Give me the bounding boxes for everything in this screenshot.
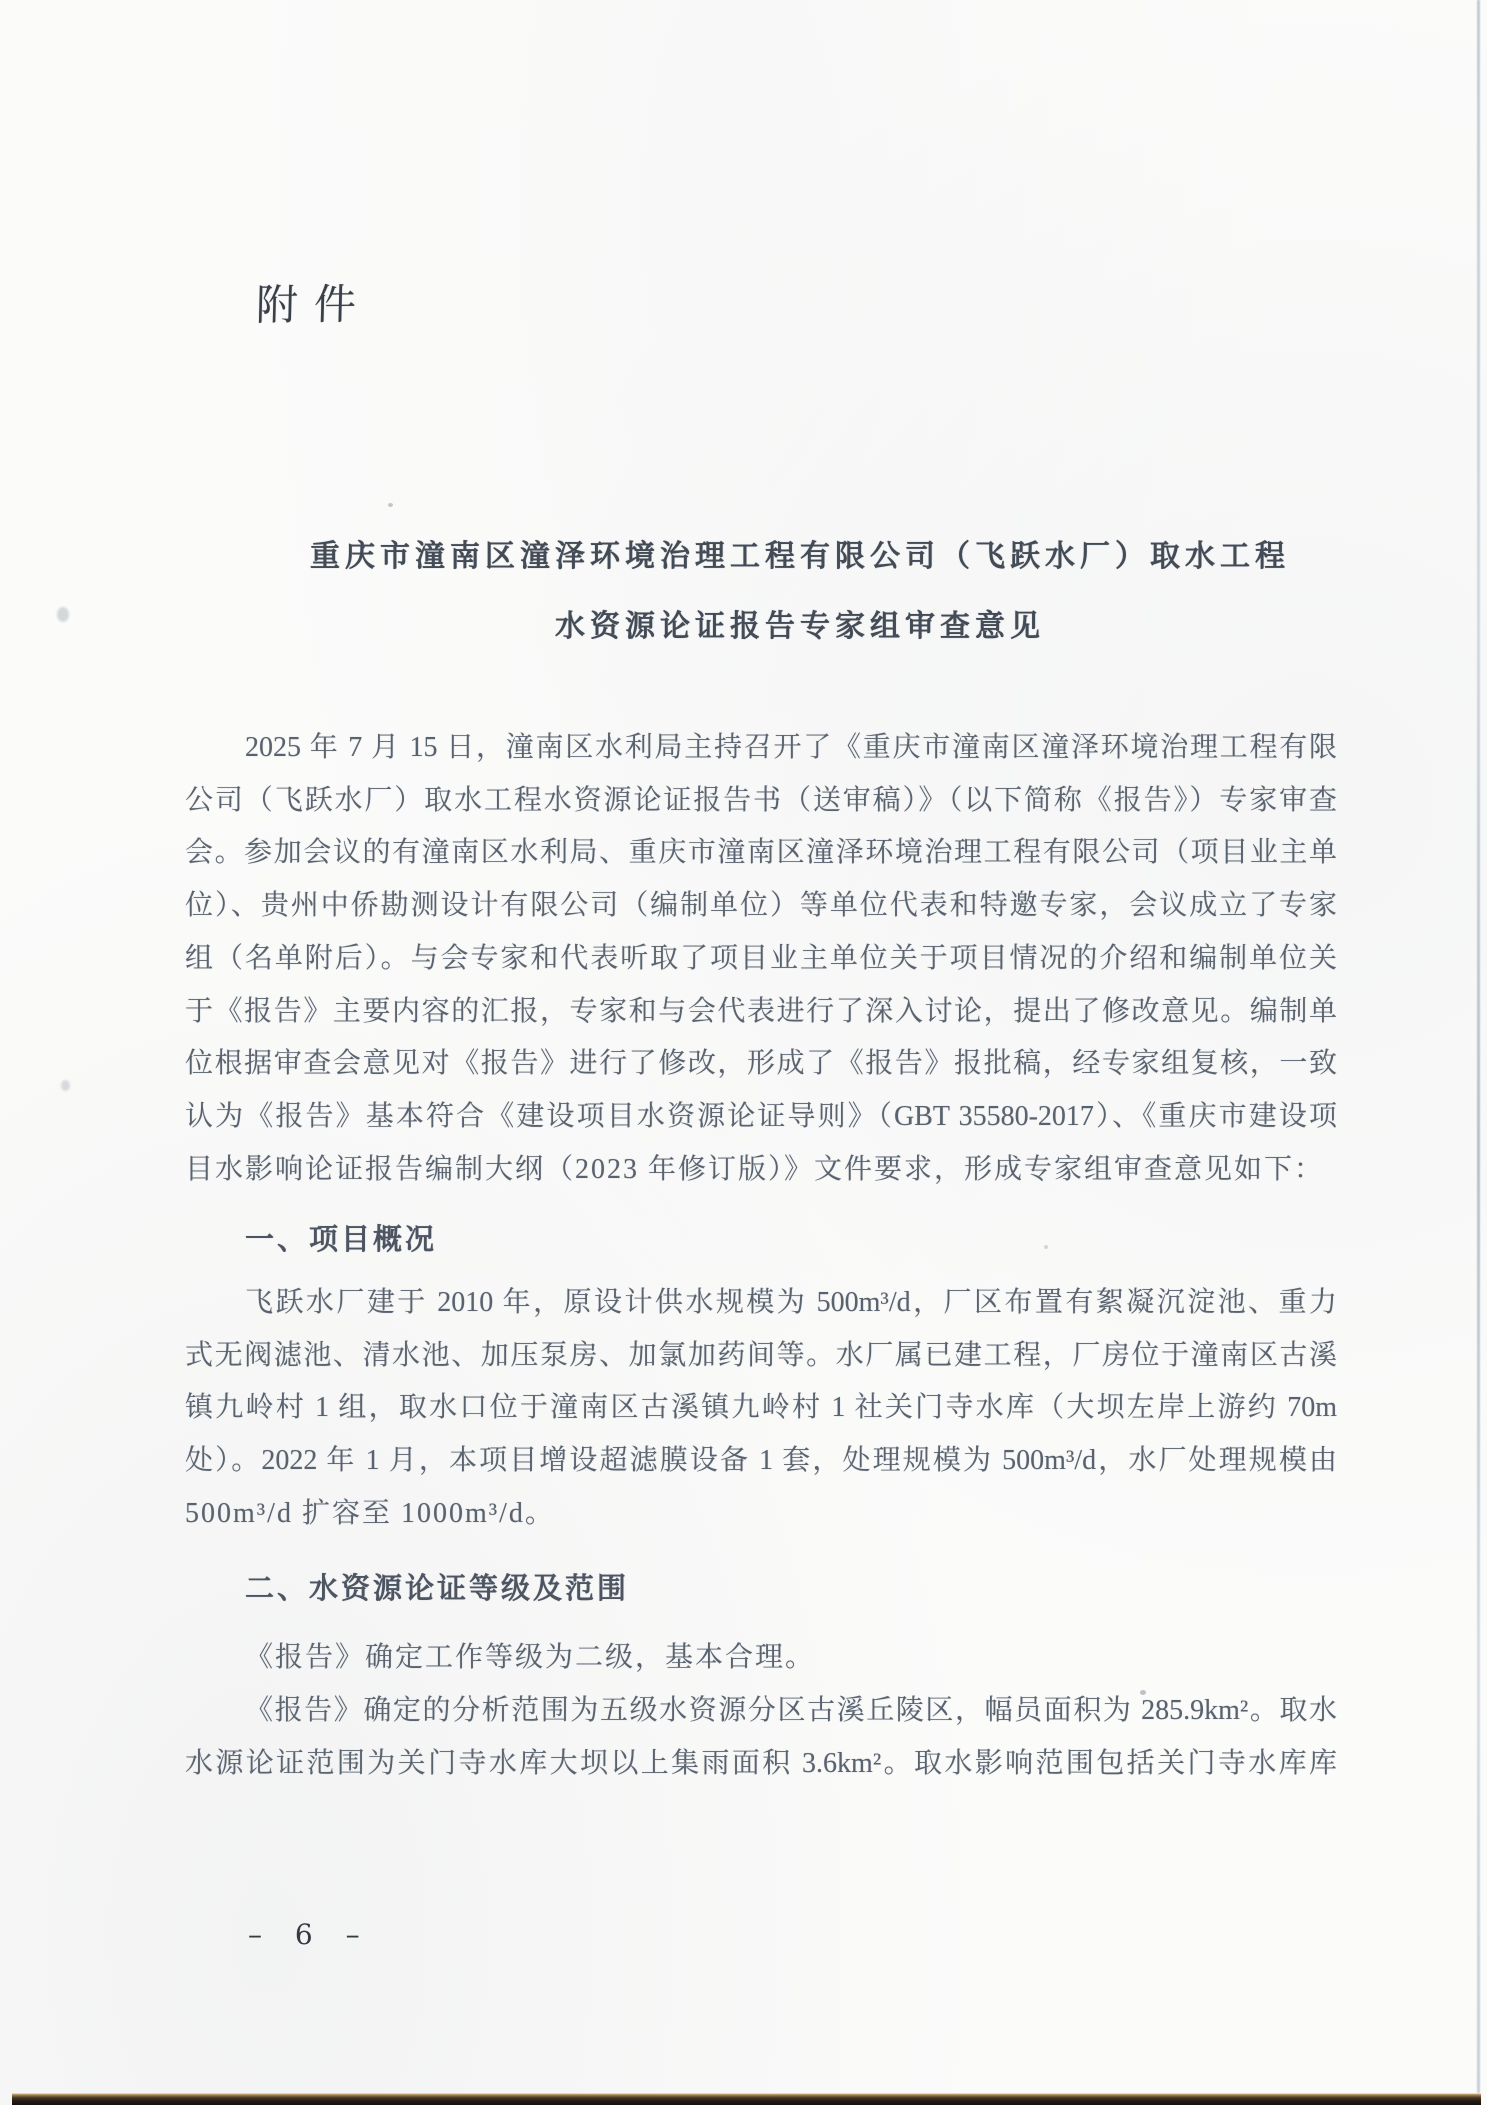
scan-speck xyxy=(388,503,393,507)
paragraph-line: 500m³/d 扩容至 1000m³/d。 xyxy=(185,1497,555,1529)
paragraph-line: 处）。2022 年 1 月，本项目增设超滤膜设备 1 套，处理规模为 500m³/d，水厂处理规模由 xyxy=(185,1445,1337,1477)
paragraph-line: 《报告》确定的分析范围为五级水资源分区古溪丘陵区，幅员面积为 285.9km²。取水 xyxy=(245,1694,1337,1726)
paragraph-line: 公司（飞跃水厂）取水工程水资源论证报告书（送审稿）》（以下简称《报告》）专家审查 xyxy=(185,784,1337,816)
document-title xyxy=(185,522,1337,662)
paragraph-line: 2025 年 7 月 15 日，潼南区水利局主持召开了《重庆市潼南区潼泽环境治理工程有限 xyxy=(245,732,1337,763)
document-title-line1: 重庆市潼南区潼泽环境治理工程有限公司（飞跃水厂）取水工程 xyxy=(310,540,1290,573)
paragraph-line: 式无阀滤池、清水池、加压泵房、加氯加药间等。水厂属已建工程，厂房位于潼南区古溪 xyxy=(185,1339,1337,1371)
scan-speck xyxy=(61,1080,70,1091)
scan-speck xyxy=(57,607,69,622)
scan-bottom-edge-shadow xyxy=(12,2093,1481,2105)
paragraph-line: 于《报告》主要内容的汇报，专家和与会代表进行了深入讨论，提出了修改意见。编制单 xyxy=(185,995,1337,1027)
attachment-label: 附件 xyxy=(255,282,373,330)
paragraph-line: 位）、贵州中侨勘测设计有限公司（编制单位）等单位代表和特邀专家，会议成立了专家 xyxy=(185,890,1337,922)
scan-speck xyxy=(1044,1245,1048,1249)
paragraph-line: 位根据审查会意见对《报告》进行了修改，形成了《报告》报批稿，经专家组复核，一致 xyxy=(185,1048,1337,1080)
paragraph-line: 飞跃水厂建于 2010 年，原设计供水规模为 500m³/d，厂区布置有絮凝沉淀池、重力 xyxy=(245,1287,1337,1319)
paragraph-line: 目水影响论证报告编制大纲（2023 年修订版）》文件要求，形成专家组审查意见如下： xyxy=(185,1153,1325,1185)
paragraph-line: 《报告》确定工作等级为二级，基本合理。 xyxy=(245,1642,816,1674)
section-heading-project-overview: 一、项目概况 xyxy=(245,1224,438,1257)
scan-speck xyxy=(1140,1690,1146,1695)
section-heading-assessment-scope: 二、水资源论证等级及范围 xyxy=(245,1572,630,1605)
scan-right-edge-line xyxy=(1477,0,1480,2093)
document-title-line2: 水资源论证报告专家组审查意见 xyxy=(555,610,1045,643)
paragraph-line: 组（名单附后）。与会专家和代表听取了项目业主单位关于项目情况的介绍和编制单位关 xyxy=(185,942,1337,974)
document-body xyxy=(185,722,1337,1790)
paragraph-line: 认为《报告》基本符合《建设项目水资源论证导则》（GBT 35580-2017）、《重庆市建设项 xyxy=(185,1100,1337,1132)
paragraph-line: 水源论证范围为关门寺水库大坝以上集雨面积 3.6km²。取水影响范围包括关门寺水库库 xyxy=(185,1747,1337,1779)
paragraph-line: 镇九岭村 1 组，取水口位于潼南区古溪镇九岭村 1 社关门寺水库（大坝左岸上游约 70m xyxy=(185,1392,1337,1424)
page-number: – 6 – xyxy=(248,1918,364,1951)
paragraph-line: 会。参加会议的有潼南区水利局、重庆市潼南区潼泽环境治理工程有限公司（项目业主单 xyxy=(185,837,1337,869)
